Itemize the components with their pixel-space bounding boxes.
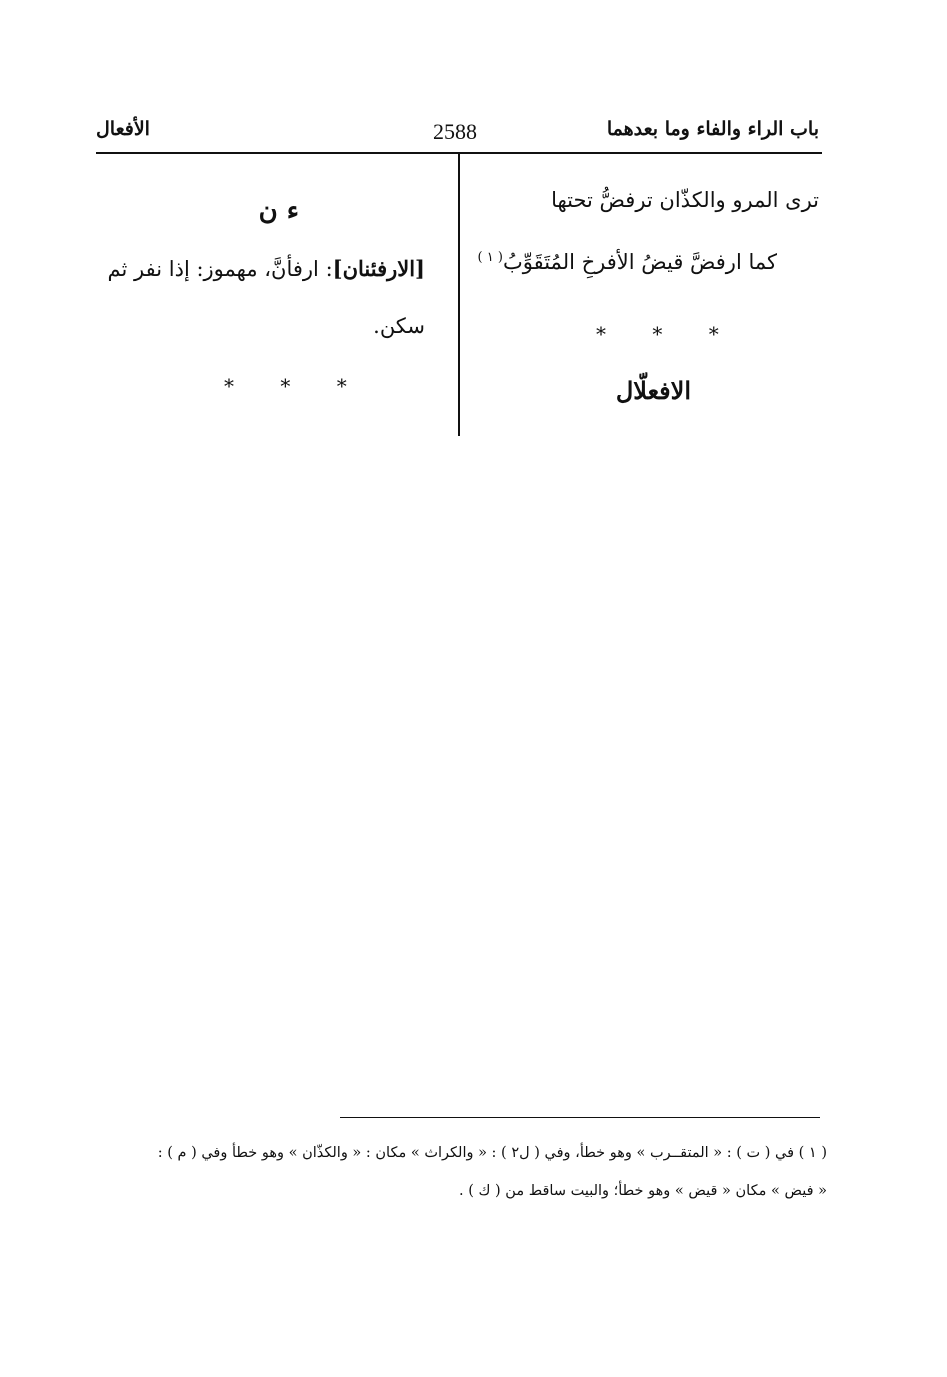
entry-line-1 [108, 256, 425, 281]
column-separator [458, 154, 460, 436]
section-separator-left: * * * [224, 374, 367, 398]
verse-line-2-text: كما ارفضَّ قيضُ الأفرخِ المُتَقَوِّبُ [502, 250, 777, 274]
entry-line-2: سكن. [373, 314, 425, 338]
verse-line-2 [478, 250, 777, 274]
running-header-title: باب الراء والفاء وما بعدهما [606, 118, 819, 140]
running-header-section: الأفعال [96, 118, 150, 140]
footnote-reference: ( ١ ) [477, 250, 503, 265]
section-title: الافعلّال [615, 376, 691, 405]
footnote-line-2: « فيض » مكان « قيض » وهو خطأ؛ والبيت ساقط من ( ك ) . [458, 1183, 827, 1199]
page-number: 2588 [433, 119, 477, 144]
section-separator-right: * * * [596, 322, 739, 346]
verse-line-1: ترى المرو والكذّان ترفضُّ تحتها [551, 188, 819, 212]
footnote-rule [340, 1117, 820, 1118]
footnote-line-1: ( ١ ) في ( ت ) : « المتقــرب » وهو خطأ، وفي ( ل٢ ) : « والكراث » مكان : « والكذّان » وهو خطأ وفي ( م ) : [157, 1145, 827, 1161]
root-heading: ء ن [258, 196, 299, 226]
entry-definition: : ارفأنَّ، مهموز: إذا نفر ثم [107, 257, 333, 281]
entry-headword: [الارفئنان] [332, 256, 425, 281]
